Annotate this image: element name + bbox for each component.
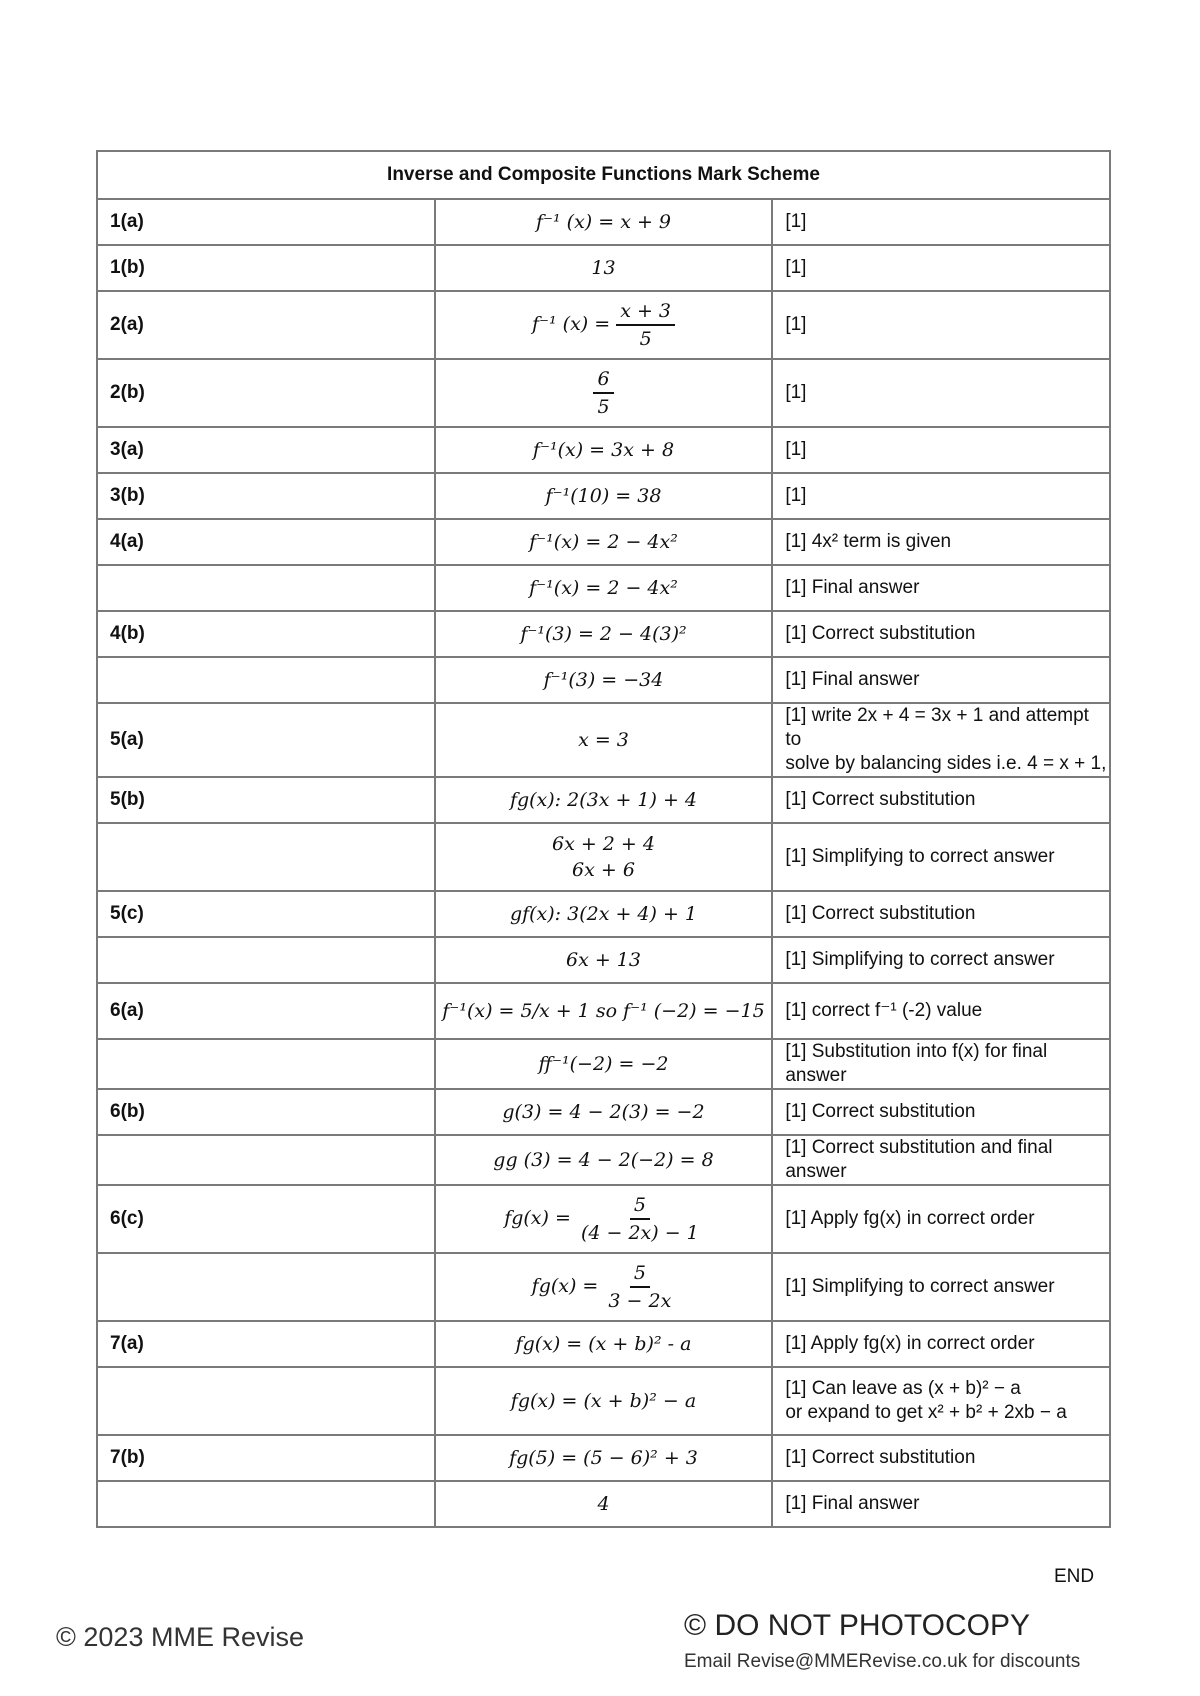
table-row xyxy=(97,245,1110,291)
question-number xyxy=(97,1135,435,1185)
mark: [1] xyxy=(772,199,1110,245)
question-number: 3(b) xyxy=(97,473,435,519)
copyright-notice: © 2023 MME Revise xyxy=(56,1622,304,1652)
mark xyxy=(772,703,1110,777)
fraction-denominator: (4 − 2x) − 1 xyxy=(580,1222,699,1244)
table-row xyxy=(97,565,1110,611)
table-row xyxy=(97,199,1110,245)
answer: f⁻¹(3) = −34 xyxy=(435,657,773,703)
answer: ff⁻¹(−2) = −2 xyxy=(435,1039,773,1089)
fraction-numerator: 6 xyxy=(593,366,613,394)
mark: [1] Apply fg(x) in correct order xyxy=(772,1321,1110,1367)
table-row xyxy=(97,519,1110,565)
question-number: 4(b) xyxy=(97,611,435,657)
table-row xyxy=(97,1135,1110,1185)
mark-line: solve by balancing sides i.e. 4 = x + 1, xyxy=(785,753,1107,774)
question-number: 6(b) xyxy=(97,1089,435,1135)
mark: [1] Correct substitution xyxy=(772,1089,1110,1135)
table-row xyxy=(97,703,1110,777)
table-row xyxy=(97,1321,1110,1367)
mark: [1] Final answer xyxy=(772,1481,1110,1527)
question-number xyxy=(97,565,435,611)
fraction-numerator: x + 3 xyxy=(616,298,675,326)
mark: [1] Simplifying to correct answer xyxy=(772,823,1110,891)
table-row xyxy=(97,1253,1110,1321)
table-row xyxy=(97,1435,1110,1481)
answer: 13 xyxy=(435,245,773,291)
question-number: 5(c) xyxy=(97,891,435,937)
question-number: 2(a) xyxy=(97,291,435,359)
fraction xyxy=(577,1192,703,1246)
mark: [1] xyxy=(772,291,1110,359)
table-row xyxy=(97,937,1110,983)
answer: f⁻¹(3) = 2 − 4(3)² xyxy=(435,611,773,657)
table-row xyxy=(97,359,1110,427)
answer: 4 xyxy=(435,1481,773,1527)
discount-email-notice: Email Revise@MMERevise.co.uk for discounts xyxy=(684,1651,1081,1672)
answer: f⁻¹(x) = 2 − 4x² xyxy=(435,519,773,565)
answer xyxy=(435,291,773,359)
mark: [1] Correct substitution xyxy=(772,611,1110,657)
mark: [1] Substitution into f(x) for final answer xyxy=(772,1039,1110,1089)
question-number: 1(a) xyxy=(97,199,435,245)
table-row xyxy=(97,611,1110,657)
question-number: 7(a) xyxy=(97,1321,435,1367)
mark: [1] Simplifying to correct answer xyxy=(772,937,1110,983)
answer: fg(x) = (x + b)² − a xyxy=(435,1367,773,1435)
table-row xyxy=(97,1481,1110,1527)
mark: [1] Correct substitution and final answer xyxy=(772,1135,1110,1185)
answer-prefix: fg(x) = xyxy=(531,1275,599,1297)
fraction xyxy=(604,1260,675,1314)
fraction-denominator: 5 xyxy=(639,328,652,350)
table-row xyxy=(97,473,1110,519)
mark: [1] Final answer xyxy=(772,565,1110,611)
mark: [1] Simplifying to correct answer xyxy=(772,1253,1110,1321)
table-row xyxy=(97,777,1110,823)
fraction-denominator: 3 − 2x xyxy=(608,1290,672,1312)
question-number: 7(b) xyxy=(97,1435,435,1481)
fraction-numerator: 5 xyxy=(630,1260,650,1288)
answer xyxy=(435,823,773,891)
question-number: 1(b) xyxy=(97,245,435,291)
answer: g(3) = 4 − 2(3) = −2 xyxy=(435,1089,773,1135)
mark: [1] 4x² term is given xyxy=(772,519,1110,565)
table-row xyxy=(97,1089,1110,1135)
mark-line: or expand to get x² + b² + 2xb − a xyxy=(785,1402,1067,1423)
mark: [1] xyxy=(772,473,1110,519)
mark: [1] Apply fg(x) in correct order xyxy=(772,1185,1110,1253)
answer: fg(5) = (5 − 6)² + 3 xyxy=(435,1435,773,1481)
mark: [1] xyxy=(772,359,1110,427)
question-number xyxy=(97,1367,435,1435)
answer: gf(x): 3(2x + 4) + 1 xyxy=(435,891,773,937)
mark: [1] Correct substitution xyxy=(772,777,1110,823)
table-title: Inverse and Composite Functions Mark Scheme xyxy=(97,151,1110,199)
table-row xyxy=(97,1185,1110,1253)
question-number: 2(b) xyxy=(97,359,435,427)
mark: [1] Correct substitution xyxy=(772,891,1110,937)
mark: [1] Final answer xyxy=(772,657,1110,703)
answer-prefix: fg(x) = xyxy=(504,1207,571,1229)
question-number: 4(a) xyxy=(97,519,435,565)
mark xyxy=(772,1367,1110,1435)
answer: f⁻¹(x) = 3x + 8 xyxy=(435,427,773,473)
answer xyxy=(435,1253,773,1321)
mark: [1] correct f⁻¹ (-2) value xyxy=(772,983,1110,1039)
end-label: END xyxy=(1054,1566,1095,1587)
question-number xyxy=(97,1481,435,1527)
fraction-denominator: 5 xyxy=(597,396,610,418)
mark: [1] xyxy=(772,245,1110,291)
table-row xyxy=(97,291,1110,359)
mark: [1] Correct substitution xyxy=(772,1435,1110,1481)
table-row xyxy=(97,1367,1110,1435)
fraction xyxy=(593,366,613,420)
question-number: 3(a) xyxy=(97,427,435,473)
answer: f⁻¹ (x) = x + 9 xyxy=(435,199,773,245)
table-row xyxy=(97,823,1110,891)
table-row xyxy=(97,657,1110,703)
table-row xyxy=(97,1039,1110,1089)
answer: f⁻¹(x) = 2 − 4x² xyxy=(435,565,773,611)
mark: [1] xyxy=(772,427,1110,473)
answer: x = 3 xyxy=(435,703,773,777)
answer: 6x + 13 xyxy=(435,937,773,983)
answer: f⁻¹(x) = 5/x + 1 so f⁻¹ (−2) = −15 xyxy=(435,983,773,1039)
question-number: 5(b) xyxy=(97,777,435,823)
question-number xyxy=(97,1253,435,1321)
answer-line: 6x + 6 xyxy=(572,859,635,881)
fraction xyxy=(616,298,675,352)
table-row xyxy=(97,427,1110,473)
question-number xyxy=(97,823,435,891)
answer: fg(x): 2(3x + 1) + 4 xyxy=(435,777,773,823)
answer xyxy=(435,359,773,427)
fraction-numerator: 5 xyxy=(630,1192,650,1220)
answer-line: 6x + 2 + 4 xyxy=(551,833,655,855)
do-not-photocopy-notice: © DO NOT PHOTOCOPY xyxy=(684,1609,1031,1642)
table-row xyxy=(97,983,1110,1039)
question-number: 6(a) xyxy=(97,983,435,1039)
answer: f⁻¹(10) = 38 xyxy=(435,473,773,519)
mark-scheme-table xyxy=(96,150,1111,1528)
table-row xyxy=(97,891,1110,937)
question-number: 5(a) xyxy=(97,703,435,777)
mark-line: [1] write 2x + 4 = 3x + 1 and attempt to xyxy=(785,705,1089,750)
answer-prefix: f⁻¹ (x) = xyxy=(531,313,611,335)
question-number xyxy=(97,657,435,703)
answer: gg (3) = 4 − 2(−2) = 8 xyxy=(435,1135,773,1185)
question-number: 6(c) xyxy=(97,1185,435,1253)
question-number xyxy=(97,937,435,983)
answer xyxy=(435,1185,773,1253)
mark-line: [1] Can leave as (x + b)² − a xyxy=(785,1378,1021,1399)
answer: fg(x) = (x + b)² - a xyxy=(435,1321,773,1367)
question-number xyxy=(97,1039,435,1089)
